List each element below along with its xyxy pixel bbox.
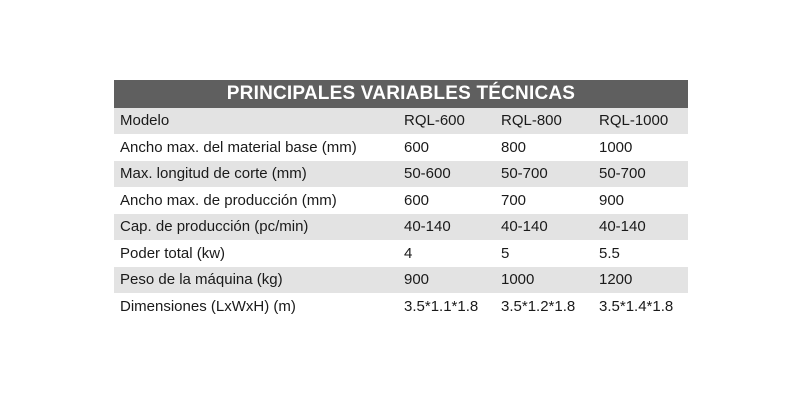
model-value-2: 40-140 <box>501 218 548 236</box>
model-value-3: 40-140 <box>599 218 646 236</box>
table-body <box>114 108 688 319</box>
row-label: Poder total (kw) <box>120 244 226 262</box>
model-value-3: RQL-1000 <box>599 112 669 130</box>
row-label: Peso de la máquina (kg) <box>120 271 283 289</box>
model-value-1: RQL-600 <box>404 112 465 130</box>
row-label: Cap. de producción (pc/min) <box>120 218 309 236</box>
model-value-1: 50-600 <box>404 165 451 183</box>
table-row <box>114 294 688 320</box>
model-value-2: 50-700 <box>501 165 548 183</box>
model-value-3: 3.5*1.4*1.8 <box>599 297 674 315</box>
model-value-2: 3.5*1.2*1.8 <box>501 297 576 315</box>
table-row <box>114 188 688 214</box>
model-value-1: 40-140 <box>404 218 451 236</box>
row-label: Max. longitud de corte (mm) <box>120 165 307 183</box>
model-value-1: 600 <box>404 191 430 209</box>
model-value-2: 700 <box>501 191 527 209</box>
model-value-2: 800 <box>501 138 527 156</box>
model-value-3: 50-700 <box>599 165 646 183</box>
model-value-3: 1000 <box>599 138 633 156</box>
model-value-2: 5 <box>501 244 510 262</box>
row-label: Ancho max. del material base (mm) <box>120 138 357 156</box>
table-row <box>114 241 688 267</box>
model-value-2: 1000 <box>501 271 535 289</box>
row-label: Dimensiones (LxWxH) (m) <box>120 297 296 315</box>
table-row <box>114 161 688 187</box>
spec-table <box>114 80 688 319</box>
row-label: Modelo <box>120 112 170 130</box>
model-value-1: 600 <box>404 138 430 156</box>
table-title: PRINCIPALES VARIABLES TÉCNICAS <box>114 80 688 108</box>
model-value-2: RQL-800 <box>501 112 562 130</box>
model-value-3: 900 <box>599 191 625 209</box>
model-value-1: 4 <box>404 244 413 262</box>
table-row <box>114 267 688 293</box>
row-label: Ancho max. de producción (mm) <box>120 191 337 209</box>
model-value-1: 3.5*1.1*1.8 <box>404 297 479 315</box>
model-value-3: 5.5 <box>599 244 620 262</box>
model-value-3: 1200 <box>599 271 633 289</box>
model-value-1: 900 <box>404 271 430 289</box>
table-row <box>114 214 688 240</box>
table-header-row <box>114 108 688 134</box>
table-row <box>114 135 688 161</box>
